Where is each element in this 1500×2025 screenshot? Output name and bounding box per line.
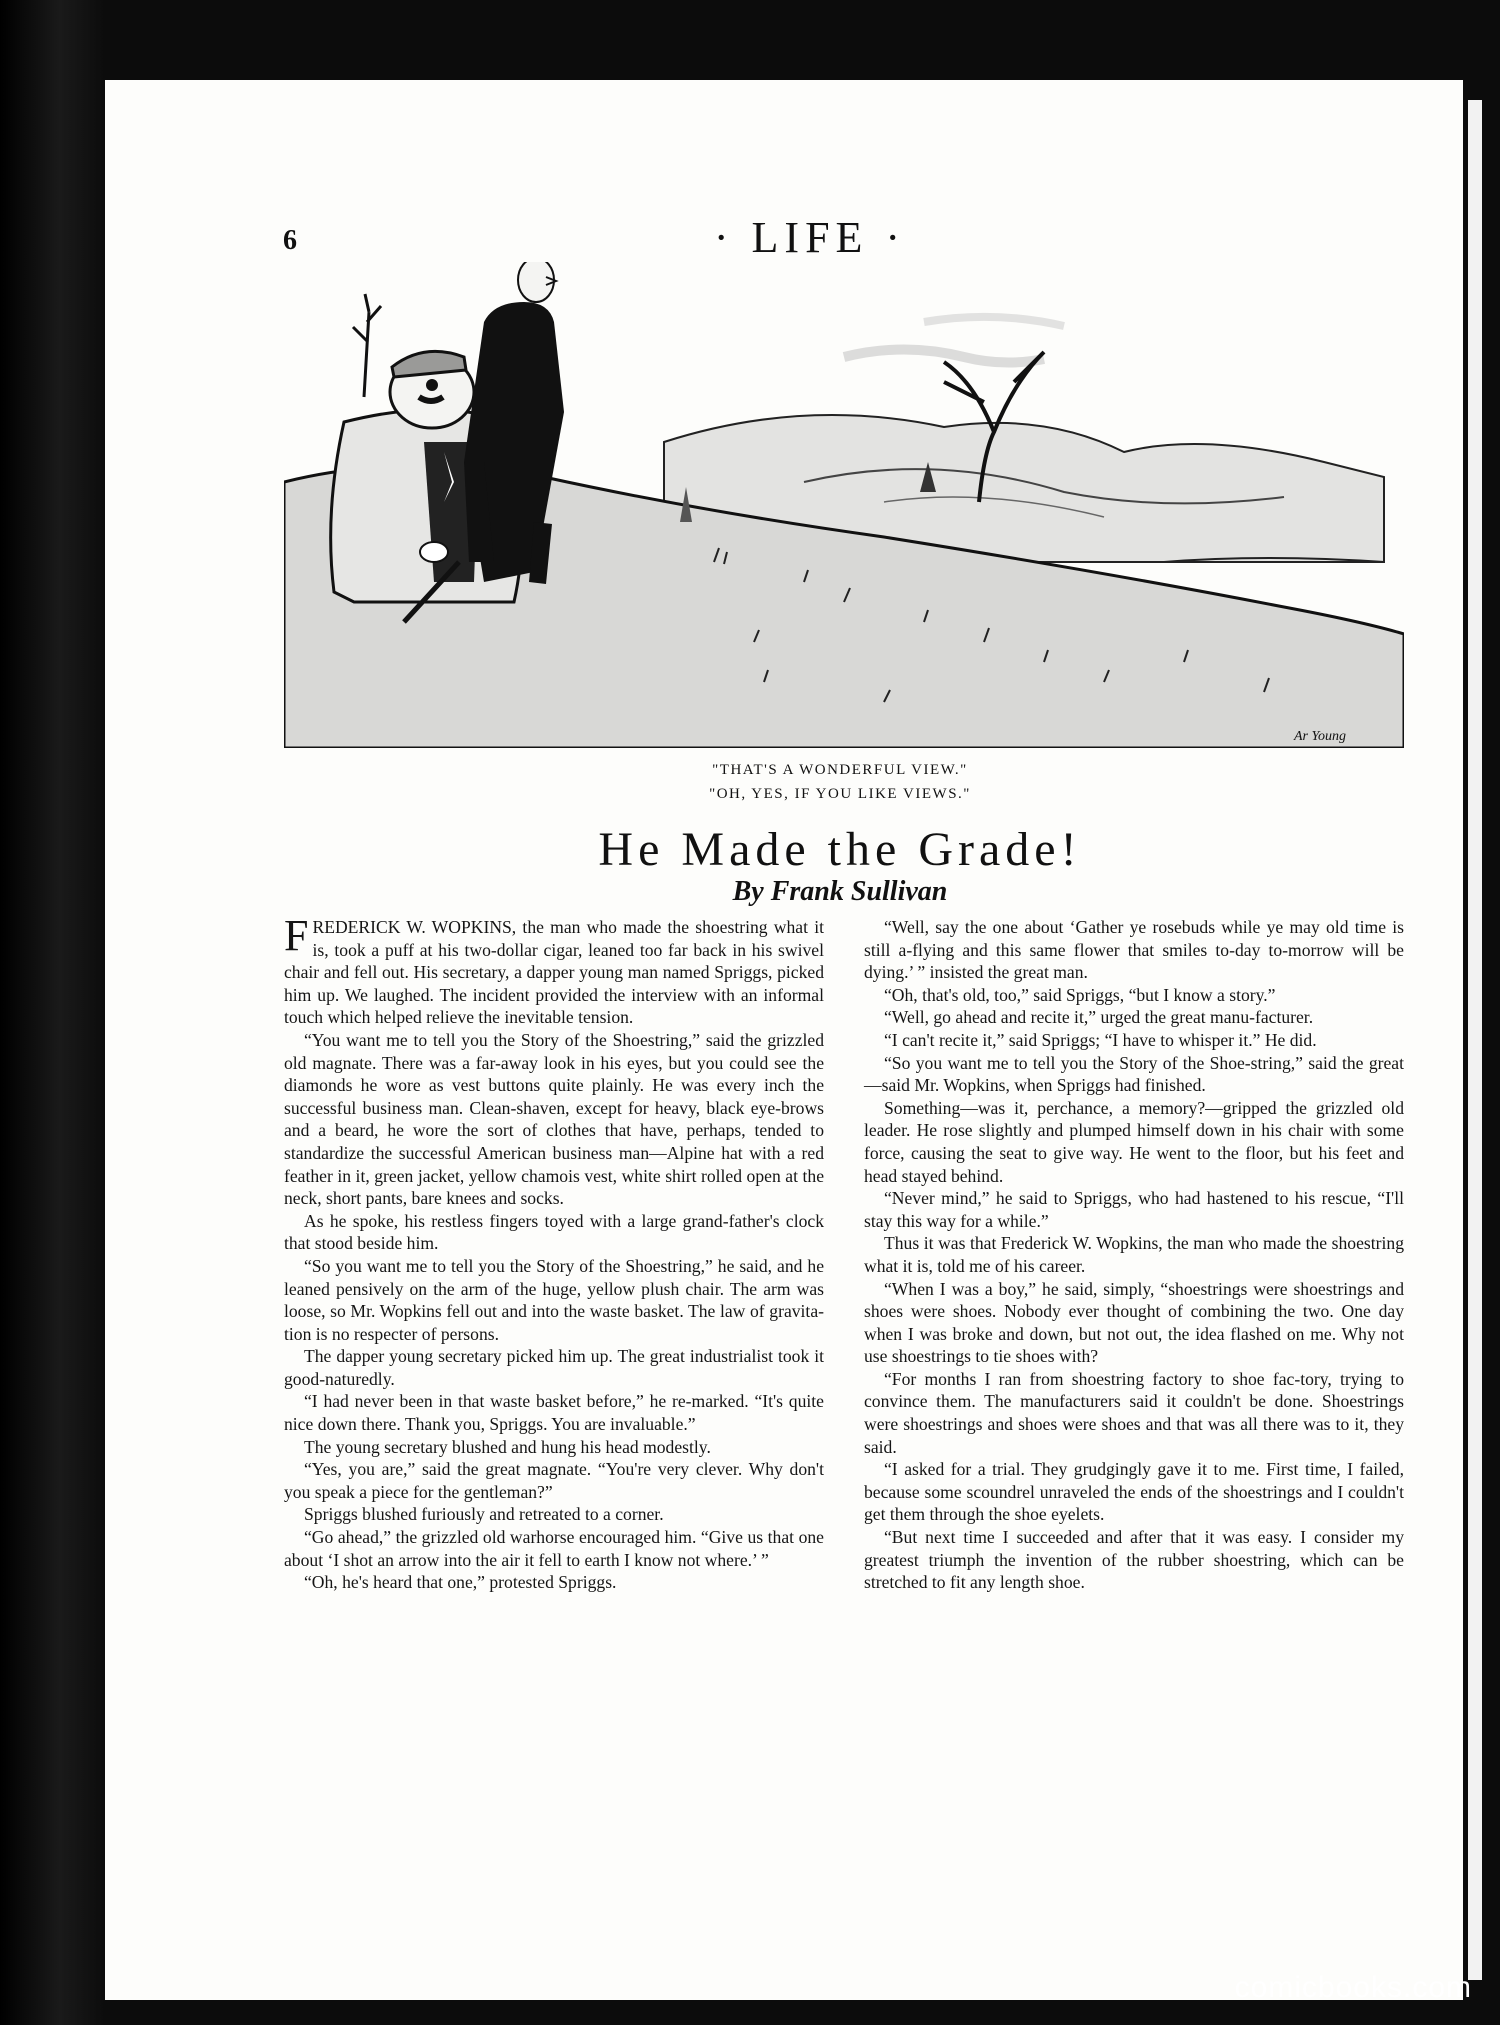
cartoon-caption-line-2: "OH, YES, IF YOU LIKE VIEWS." (709, 786, 971, 802)
article-paragraph: “But next time I succeeded and after that it was easy. I consider my greatest triumph the invention of the rubber shoestring, which can be stretched to fit any length shoe. (864, 1527, 1404, 1593)
article-paragraph: “For months I ran from shoestring factory to shoe fac-tory, trying to convince them. The manufacturers said it couldn't be done. Shoestrings were shoestrings and shoes were shoes and that was all there was to it, they said. (864, 1368, 1404, 1457)
page-number: 6 (283, 225, 297, 256)
article-paragraph: “Oh, that's old, too,” said Spriggs, “but I know a story.” (884, 984, 1276, 1005)
article-column-left (284, 911, 824, 1594)
cartoon-illustration (284, 262, 1404, 748)
article-paragraph: As he spoke, his restless fingers toyed with a large grand-father's clock that stood beside him. (284, 1210, 824, 1254)
article-paragraph: The young secretary blushed and hung his head modestly. (304, 1436, 711, 1457)
article-byline: By Frank Sullivan (732, 876, 948, 907)
article-paragraph: “I asked for a trial. They grudgingly gave it to me. First time, I failed, because some scoundrel unraveled the ends of the shoestrings and I couldn't get them through the shoe eyelets. (864, 1459, 1404, 1525)
article-paragraph: “So you want me to tell you the Story of the Shoe-string,” said the great—said Mr. Wopkins, when Spriggs had finished. (864, 1052, 1404, 1096)
article-column-right (864, 916, 1404, 1594)
cartoon-caption-line-1: "THAT'S A WONDERFUL VIEW." (712, 762, 968, 778)
article-paragraph: “I can't recite it,” said Spriggs; “I have to whisper it.” He did. (884, 1029, 1317, 1050)
article-paragraph: Something—was it, perchance, a memory?—gripped the grizzled old leader. He rose slightly and plumped himself down in his chair with some force, causing the seat to give way. He went to the floor, but his feet and head stayed behind. (864, 1097, 1404, 1186)
article-paragraph: “When I was a boy,” he said, simply, “shoestrings were shoestrings and shoes were shoes. Nobody ever thought of combining the two. One day when I was broke and down, but not out, the idea flashed on me. Why not use shoestrings to tie shoes with? (864, 1278, 1404, 1367)
article-paragraph: Spriggs blushed furiously and retreated to a corner. (304, 1504, 664, 1525)
article-paragraph: “Well, go ahead and recite it,” urged the great manu-facturer. (884, 1007, 1314, 1028)
article-paragraph: “You want me to tell you the Story of the Shoestring,” said the grizzled old magnate. There was a far-away look in his eyes, but you could see the diamonds he wore as vest buttons quite plainly. He was every inch the successful business man. Clean-shaven, except for heavy, black eye-brows and a beard, he wore the sort of clothes that have, perhaps, tended to standardize the successful American business man—Alpine hat with a red feather in it, green jacket, yellow chamois vest, white shirt rolled open at the neck, short pants, bare knees and socks. (284, 1029, 824, 1209)
article-paragraph: The dapper young secretary picked him up. The great industrialist took it good-naturedly. (284, 1346, 824, 1389)
next-page-edge (1468, 100, 1482, 1980)
article-paragraph: “Well, say the one about ‘Gather ye rosebuds while ye may old time is still a-flying and this same flower that smiles to-day to-morrow will be dying.’ ” insisted the great man. (864, 917, 1404, 983)
article-paragraph: “So you want me to tell you the Story of the Shoestring,” he said, and he leaned pensively on the arm of the huge, yellow plush chair. The arm was loose, so Mr. Wopkins fell out and into the waste basket. The law of gravita-tion is no respecter of persons. (284, 1255, 824, 1344)
article-paragraph: FREDERICK W. WOPKINS, the man who made the shoestring what it is, took a puff at his two-dollar cigar, leaned too far back in his swivel chair and fell out. His secretary, a dapper young man named Spriggs, picked him up. We laughed. The incident provided the interview with an informal touch which helped relieve the inevitable tension. (284, 911, 824, 1028)
article-paragraph: “I had never been in that waste basket before,” he re-marked. “It's quite nice down there. Thank you, Spriggs. You are invaluable.” (284, 1391, 824, 1435)
masthead: · LIFE · (713, 213, 907, 262)
drop-cap: F (284, 911, 309, 960)
article-title: He Made the Grade! (598, 823, 1082, 876)
article-paragraph: “Yes, you are,” said the great magnate. “You're very clever. Why don't you speak a piece for the gentleman?” (284, 1459, 824, 1502)
article-paragraph: “Never mind,” he said to Spriggs, who had hastened to his rescue, “I'll stay this way for a while.” (864, 1188, 1404, 1231)
article-paragraph: “Oh, he's heard that one,” protested Spriggs. (304, 1572, 617, 1593)
article-paragraph: “Go ahead,” the grizzled old warhorse encouraged him. “Give us that one about ‘I shot an arrow into the air it fell to earth I know not where.’ ” (284, 1527, 824, 1570)
watermark: comicbooks.com (1234, 1971, 1472, 2004)
article-paragraph: Thus it was that Frederick W. Wopkins, the man who made the shoestring what it is, told me of his career. (864, 1233, 1404, 1276)
artist-signature: Ar Young (1294, 729, 1347, 744)
